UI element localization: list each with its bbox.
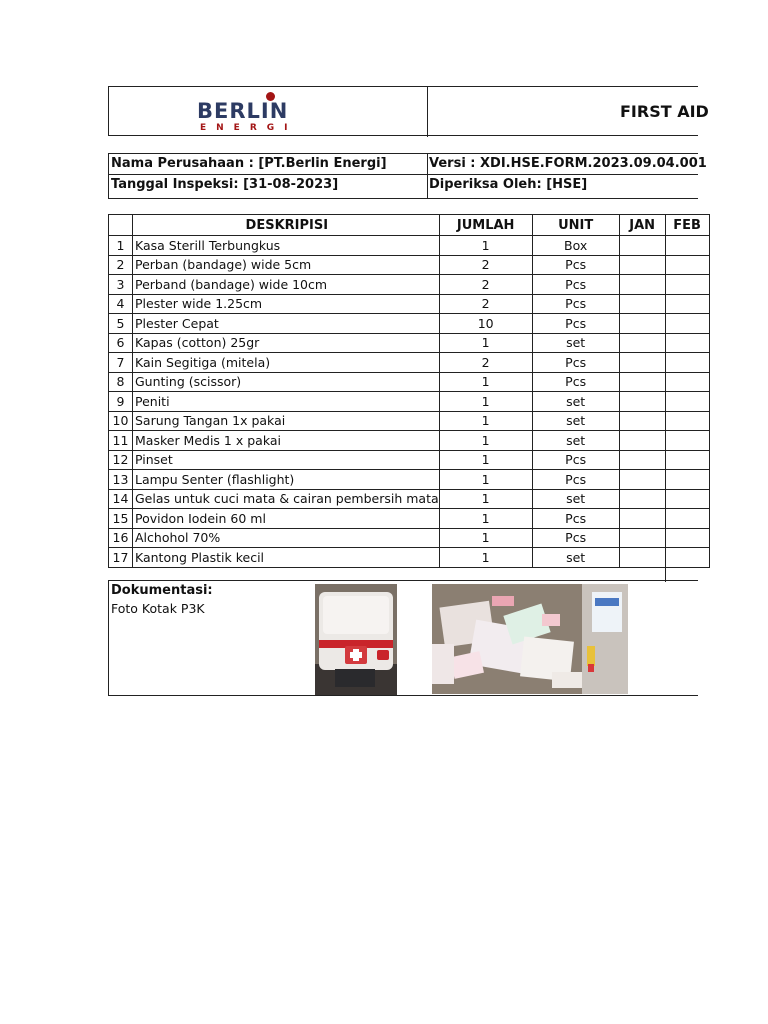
row-description: Peniti bbox=[133, 392, 440, 412]
row-unit: Pcs bbox=[532, 255, 619, 275]
table-row bbox=[109, 489, 710, 509]
row-quantity: 2 bbox=[439, 294, 532, 314]
header-clip bbox=[109, 87, 709, 137]
row-feb-check[interactable] bbox=[665, 236, 709, 256]
row-quantity: 1 bbox=[439, 470, 532, 490]
first-aid-box-photo bbox=[315, 584, 397, 695]
row-jan-check[interactable] bbox=[619, 314, 665, 334]
row-quantity: 1 bbox=[439, 548, 532, 568]
row-feb-check[interactable] bbox=[665, 294, 709, 314]
row-number: 12 bbox=[109, 450, 133, 470]
row-number: 14 bbox=[109, 489, 133, 509]
row-description: Plester wide 1.25cm bbox=[133, 294, 440, 314]
row-number: 4 bbox=[109, 294, 133, 314]
berlin-energi-logo bbox=[197, 91, 297, 133]
row-number: 3 bbox=[109, 275, 133, 295]
row-unit: Pcs bbox=[532, 509, 619, 529]
table-row bbox=[109, 392, 710, 412]
row-description: Lampu Senter (flashlight) bbox=[133, 470, 440, 490]
company-name: Nama Perusahaan : [PT.Berlin Energi] bbox=[111, 156, 387, 171]
row-feb-check[interactable] bbox=[665, 333, 709, 353]
table-row bbox=[109, 236, 710, 256]
row-feb-check[interactable] bbox=[665, 528, 709, 548]
table-row bbox=[109, 470, 710, 490]
row-quantity: 2 bbox=[439, 255, 532, 275]
row-jan-check[interactable] bbox=[619, 236, 665, 256]
row-number: 10 bbox=[109, 411, 133, 431]
row-description: Povidon Iodein 60 ml bbox=[133, 509, 440, 529]
row-quantity: 1 bbox=[439, 528, 532, 548]
row-number: 16 bbox=[109, 528, 133, 548]
row-feb-check[interactable] bbox=[665, 372, 709, 392]
row-unit: Pcs bbox=[532, 275, 619, 295]
header-description: DESKRIPISI bbox=[133, 215, 440, 236]
header-unit: UNIT bbox=[532, 215, 619, 236]
row-feb-check[interactable] bbox=[665, 431, 709, 451]
row-feb-check[interactable] bbox=[665, 470, 709, 490]
row-quantity: 2 bbox=[439, 275, 532, 295]
row-description: Perban (bandage) wide 5cm bbox=[133, 255, 440, 275]
row-quantity: 1 bbox=[439, 489, 532, 509]
header-quantity: JUMLAH bbox=[439, 215, 532, 236]
row-jan-check[interactable] bbox=[619, 528, 665, 548]
row-description: Gelas untuk cuci mata & cairan pembersih mata bbox=[133, 489, 440, 509]
row-number: 15 bbox=[109, 509, 133, 529]
row-feb-check[interactable] bbox=[665, 255, 709, 275]
row-feb-check[interactable] bbox=[665, 548, 709, 568]
row-jan-check[interactable] bbox=[619, 294, 665, 314]
row-unit: set bbox=[532, 489, 619, 509]
checked-by: Diperiksa Oleh: [HSE] bbox=[427, 175, 701, 198]
logo-subtext: ENERGI bbox=[200, 123, 298, 133]
form-version: Versi : XDI.HSE.FORM.2023.09.04.001 bbox=[427, 154, 701, 174]
row-feb-check[interactable] bbox=[665, 314, 709, 334]
row-feb-check[interactable] bbox=[665, 450, 709, 470]
row-description: Masker Medis 1 x pakai bbox=[133, 431, 440, 451]
form-title: FIRST AID bbox=[620, 102, 709, 121]
header-jan: JAN bbox=[619, 215, 665, 236]
row-jan-check[interactable] bbox=[619, 470, 665, 490]
row-description: Kain Segitiga (mitela) bbox=[133, 353, 440, 373]
table-row bbox=[109, 333, 710, 353]
table-body bbox=[109, 236, 710, 582]
row-jan-check[interactable] bbox=[619, 450, 665, 470]
row-quantity: 1 bbox=[439, 509, 532, 529]
info-box bbox=[108, 153, 707, 199]
row-quantity: 1 bbox=[439, 411, 532, 431]
row-description: Perband (bandage) wide 10cm bbox=[133, 275, 440, 295]
row-number: 17 bbox=[109, 548, 133, 568]
row-unit: set bbox=[532, 392, 619, 412]
row-quantity: 2 bbox=[439, 353, 532, 373]
row-unit: Pcs bbox=[532, 294, 619, 314]
documentation-box bbox=[108, 580, 698, 696]
table-row bbox=[109, 314, 710, 334]
info-row bbox=[109, 154, 707, 175]
row-description: Kantong Plastik kecil bbox=[133, 548, 440, 568]
row-quantity: 1 bbox=[439, 450, 532, 470]
header-feb: FEB bbox=[665, 215, 709, 236]
table-row bbox=[109, 255, 710, 275]
table-row bbox=[109, 528, 710, 548]
table-row bbox=[109, 509, 710, 529]
table-row bbox=[109, 372, 710, 392]
row-feb-check[interactable] bbox=[665, 392, 709, 412]
row-quantity: 1 bbox=[439, 333, 532, 353]
header-divider bbox=[427, 87, 428, 137]
documentation-label: Dokumentasi: bbox=[111, 583, 213, 598]
row-description: Pinset bbox=[133, 450, 440, 470]
row-description: Kapas (cotton) 25gr bbox=[133, 333, 440, 353]
row-jan-check[interactable] bbox=[619, 372, 665, 392]
row-jan-check[interactable] bbox=[619, 509, 665, 529]
info-row bbox=[109, 175, 698, 199]
documentation-caption: Foto Kotak P3K bbox=[111, 601, 205, 616]
row-number: 9 bbox=[109, 392, 133, 412]
row-unit: set bbox=[532, 333, 619, 353]
row-jan-check[interactable] bbox=[619, 548, 665, 568]
row-description: Plester Cepat bbox=[133, 314, 440, 334]
row-quantity: 1 bbox=[439, 392, 532, 412]
row-jan-check[interactable] bbox=[619, 255, 665, 275]
row-number: 1 bbox=[109, 236, 133, 256]
row-jan-check[interactable] bbox=[619, 333, 665, 353]
table-row bbox=[109, 431, 710, 451]
header-number bbox=[109, 215, 133, 236]
row-description: Sarung Tangan 1x pakai bbox=[133, 411, 440, 431]
row-description: Kasa Sterill Terbungkus bbox=[133, 236, 440, 256]
row-jan-check[interactable] bbox=[619, 411, 665, 431]
row-feb-check[interactable] bbox=[665, 275, 709, 295]
row-quantity: 1 bbox=[439, 431, 532, 451]
table-row bbox=[109, 411, 710, 431]
row-unit: Pcs bbox=[532, 372, 619, 392]
row-unit: Pcs bbox=[532, 353, 619, 373]
row-unit: Box bbox=[532, 236, 619, 256]
row-feb-check[interactable] bbox=[665, 353, 709, 373]
row-unit: Pcs bbox=[532, 528, 619, 548]
row-number: 13 bbox=[109, 470, 133, 490]
row-unit: set bbox=[532, 411, 619, 431]
row-unit: Pcs bbox=[532, 470, 619, 490]
row-quantity: 1 bbox=[439, 236, 532, 256]
row-feb-check[interactable] bbox=[665, 509, 709, 529]
table-header-row bbox=[109, 215, 710, 236]
row-number: 5 bbox=[109, 314, 133, 334]
row-number: 7 bbox=[109, 353, 133, 373]
row-jan-check[interactable] bbox=[619, 275, 665, 295]
row-unit: Pcs bbox=[532, 450, 619, 470]
row-feb-check[interactable] bbox=[665, 411, 709, 431]
row-quantity: 10 bbox=[439, 314, 532, 334]
table-row bbox=[109, 450, 710, 470]
row-number: 2 bbox=[109, 255, 133, 275]
row-description: Alchohol 70% bbox=[133, 528, 440, 548]
first-aid-supplies-photo bbox=[432, 584, 628, 694]
form-header bbox=[108, 86, 709, 136]
row-unit: set bbox=[532, 548, 619, 568]
row-unit: Pcs bbox=[532, 314, 619, 334]
table-row bbox=[109, 294, 710, 314]
row-feb-check[interactable] bbox=[665, 489, 709, 509]
table-row bbox=[109, 353, 710, 373]
row-jan-check[interactable] bbox=[619, 489, 665, 509]
row-number: 11 bbox=[109, 431, 133, 451]
row-jan-check[interactable] bbox=[619, 431, 665, 451]
row-description: Gunting (scissor) bbox=[133, 372, 440, 392]
row-jan-check[interactable] bbox=[619, 392, 665, 412]
inspection-date: Tanggal Inspeksi: [31-08-2023] bbox=[111, 177, 339, 192]
row-number: 6 bbox=[109, 333, 133, 353]
table-row bbox=[109, 548, 710, 568]
row-number: 8 bbox=[109, 372, 133, 392]
row-quantity: 1 bbox=[439, 372, 532, 392]
logo-wordmark: BERLIN bbox=[197, 99, 289, 123]
row-jan-check[interactable] bbox=[619, 353, 665, 373]
table-row bbox=[109, 275, 710, 295]
first-aid-checklist-table bbox=[108, 214, 710, 582]
row-unit: set bbox=[532, 431, 619, 451]
